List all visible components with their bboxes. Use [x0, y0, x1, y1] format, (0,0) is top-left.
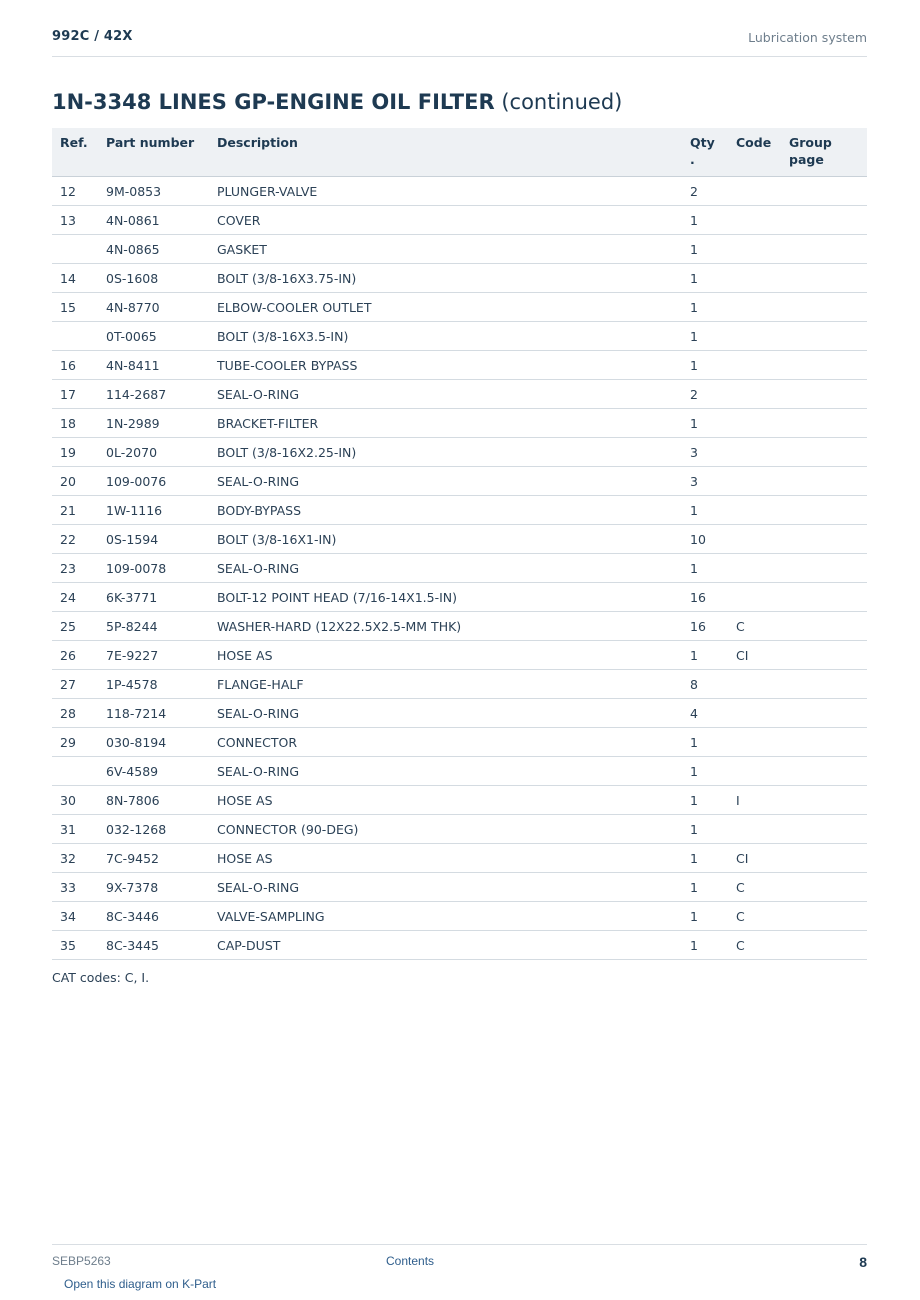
- column-header-group-page: [781, 128, 867, 177]
- cell-qty: 1: [682, 235, 728, 264]
- cell-group-page: [781, 873, 867, 902]
- cell-ref: 27: [52, 670, 98, 699]
- cell-group-page: [781, 815, 867, 844]
- cell-code: [728, 293, 781, 322]
- cell-qty: 1: [682, 728, 728, 757]
- section-name: Lubrication system: [748, 30, 867, 45]
- cell-group-page: [781, 728, 867, 757]
- table-row: [52, 699, 867, 728]
- cell-ref: 29: [52, 728, 98, 757]
- cell-ref: [52, 757, 98, 786]
- cell-ref: 22: [52, 525, 98, 554]
- contents-link[interactable]: Contents: [386, 1254, 435, 1268]
- cell-part-number: 109-0078: [98, 554, 209, 583]
- cell-ref: 34: [52, 902, 98, 931]
- page-title-suffix: (continued): [501, 90, 623, 114]
- cell-part-number: 032-1268: [98, 815, 209, 844]
- cat-codes-note: CAT codes: C, I.: [52, 970, 150, 985]
- table-row: [52, 641, 867, 670]
- table-row: [52, 264, 867, 293]
- table-row: [52, 525, 867, 554]
- cell-code: [728, 438, 781, 467]
- cell-group-page: [781, 699, 867, 728]
- table-row: [52, 322, 867, 351]
- cell-ref: 12: [52, 177, 98, 206]
- cell-code: [728, 409, 781, 438]
- cell-qty: 1: [682, 554, 728, 583]
- cell-group-page: [781, 322, 867, 351]
- cell-group-page: [781, 409, 867, 438]
- cell-description: BRACKET-FILTER: [209, 409, 682, 438]
- column-header-group-line2: page: [789, 152, 824, 167]
- table-row: [52, 351, 867, 380]
- cell-description: BOLT (3/8-16X1-IN): [209, 525, 682, 554]
- cell-group-page: [781, 467, 867, 496]
- table-row: [52, 902, 867, 931]
- page-title: [52, 90, 622, 114]
- cell-group-page: [781, 525, 867, 554]
- cell-part-number: 8N-7806: [98, 786, 209, 815]
- table-row: [52, 728, 867, 757]
- cell-part-number: 1W-1116: [98, 496, 209, 525]
- cell-part-number: 030-8194: [98, 728, 209, 757]
- cell-code: C: [728, 612, 781, 641]
- cell-description: GASKET: [209, 235, 682, 264]
- column-header-description: Description: [209, 128, 682, 177]
- cell-description: BOLT-12 POINT HEAD (7/16-14X1.5-IN): [209, 583, 682, 612]
- table-row: [52, 815, 867, 844]
- column-header-group-line1: Group: [789, 135, 832, 150]
- cell-part-number: 0S-1608: [98, 264, 209, 293]
- cell-group-page: [781, 554, 867, 583]
- cell-code: [728, 177, 781, 206]
- cell-qty: 4: [682, 699, 728, 728]
- table-row: [52, 931, 867, 960]
- cell-qty: 16: [682, 583, 728, 612]
- cell-part-number: 4N-8411: [98, 351, 209, 380]
- column-header-qty-line1: Qty: [690, 135, 715, 150]
- table-row: [52, 177, 867, 206]
- cell-description: SEAL-O-RING: [209, 467, 682, 496]
- cell-part-number: 6V-4589: [98, 757, 209, 786]
- cell-code: [728, 699, 781, 728]
- table-row: [52, 380, 867, 409]
- cell-qty: 1: [682, 786, 728, 815]
- cell-part-number: 0T-0065: [98, 322, 209, 351]
- cell-description: SEAL-O-RING: [209, 699, 682, 728]
- cell-part-number: 6K-3771: [98, 583, 209, 612]
- column-header-part-number: Part number: [98, 128, 209, 177]
- cell-ref: 21: [52, 496, 98, 525]
- cell-group-page: [781, 641, 867, 670]
- cell-qty: 1: [682, 641, 728, 670]
- cell-qty: 3: [682, 467, 728, 496]
- cell-description: PLUNGER-VALVE: [209, 177, 682, 206]
- cell-ref: 15: [52, 293, 98, 322]
- cell-group-page: [781, 438, 867, 467]
- cell-code: C: [728, 931, 781, 960]
- cell-description: SEAL-O-RING: [209, 873, 682, 902]
- cell-description: CONNECTOR (90-DEG): [209, 815, 682, 844]
- cell-code: C: [728, 902, 781, 931]
- cell-code: [728, 583, 781, 612]
- cell-ref: 28: [52, 699, 98, 728]
- cell-qty: 1: [682, 496, 728, 525]
- cell-qty: 1: [682, 264, 728, 293]
- cell-qty: 1: [682, 873, 728, 902]
- cell-code: [728, 206, 781, 235]
- cell-group-page: [781, 177, 867, 206]
- cell-ref: [52, 235, 98, 264]
- cell-description: SEAL-O-RING: [209, 757, 682, 786]
- cell-qty: 8: [682, 670, 728, 699]
- table-row: [52, 554, 867, 583]
- table-row: [52, 786, 867, 815]
- column-header-ref: Ref.: [52, 128, 98, 177]
- cell-ref: 32: [52, 844, 98, 873]
- cell-group-page: [781, 264, 867, 293]
- column-header-code: Code: [728, 128, 781, 177]
- cell-qty: 1: [682, 293, 728, 322]
- cell-qty: 2: [682, 380, 728, 409]
- cell-group-page: [781, 293, 867, 322]
- table-row: [52, 873, 867, 902]
- cell-code: [728, 525, 781, 554]
- machine-model: 992C / 42X: [52, 29, 133, 44]
- cell-group-page: [781, 902, 867, 931]
- cell-part-number: 4N-0865: [98, 235, 209, 264]
- cell-ref: 14: [52, 264, 98, 293]
- cell-part-number: 7E-9227: [98, 641, 209, 670]
- cell-group-page: [781, 206, 867, 235]
- cell-ref: 31: [52, 815, 98, 844]
- cell-group-page: [781, 786, 867, 815]
- cell-ref: 17: [52, 380, 98, 409]
- table-row: [52, 612, 867, 641]
- cell-qty: 1: [682, 409, 728, 438]
- cell-ref: 19: [52, 438, 98, 467]
- cell-ref: 35: [52, 931, 98, 960]
- cell-part-number: 1N-2989: [98, 409, 209, 438]
- cell-description: COVER: [209, 206, 682, 235]
- cell-description: HOSE AS: [209, 786, 682, 815]
- cell-qty: 1: [682, 322, 728, 351]
- cell-ref: 24: [52, 583, 98, 612]
- cell-code: [728, 757, 781, 786]
- cell-code: [728, 815, 781, 844]
- parts-table-header: [52, 128, 867, 177]
- table-row: [52, 670, 867, 699]
- cell-code: [728, 554, 781, 583]
- cell-qty: 1: [682, 206, 728, 235]
- cell-qty: 2: [682, 177, 728, 206]
- cell-code: [728, 264, 781, 293]
- cell-ref: 33: [52, 873, 98, 902]
- table-row: [52, 438, 867, 467]
- cell-code: [728, 670, 781, 699]
- cell-description: WASHER-HARD (12X22.5X2.5-MM THK): [209, 612, 682, 641]
- cell-description: BOLT (3/8-16X3.5-IN): [209, 322, 682, 351]
- cell-description: TUBE-COOLER BYPASS: [209, 351, 682, 380]
- cell-code: [728, 380, 781, 409]
- page-header: [52, 0, 867, 57]
- cell-part-number: 4N-0861: [98, 206, 209, 235]
- cell-ref: 18: [52, 409, 98, 438]
- column-header-qty-line2: .: [690, 152, 695, 167]
- parts-table-body: [52, 177, 867, 960]
- cell-qty: 1: [682, 815, 728, 844]
- cell-ref: 16: [52, 351, 98, 380]
- cell-group-page: [781, 931, 867, 960]
- cell-code: CI: [728, 844, 781, 873]
- cell-ref: 13: [52, 206, 98, 235]
- cell-qty: 1: [682, 931, 728, 960]
- page-title-main: 1N-3348 LINES GP-ENGINE OIL FILTER: [52, 90, 495, 114]
- cell-part-number: 0S-1594: [98, 525, 209, 554]
- cell-part-number: 109-0076: [98, 467, 209, 496]
- cell-description: SEAL-O-RING: [209, 554, 682, 583]
- cell-qty: 1: [682, 844, 728, 873]
- table-row: [52, 467, 867, 496]
- table-row: [52, 206, 867, 235]
- cell-group-page: [781, 844, 867, 873]
- cell-group-page: [781, 235, 867, 264]
- cell-qty: 1: [682, 902, 728, 931]
- cell-part-number: 9M-0853: [98, 177, 209, 206]
- cell-description: SEAL-O-RING: [209, 380, 682, 409]
- cell-part-number: 5P-8244: [98, 612, 209, 641]
- cell-code: [728, 322, 781, 351]
- cell-description: BOLT (3/8-16X2.25-IN): [209, 438, 682, 467]
- cell-part-number: 7C-9452: [98, 844, 209, 873]
- cell-description: HOSE AS: [209, 844, 682, 873]
- cell-code: [728, 351, 781, 380]
- cell-part-number: 4N-8770: [98, 293, 209, 322]
- cell-group-page: [781, 351, 867, 380]
- cell-code: [728, 235, 781, 264]
- table-row: [52, 844, 867, 873]
- table-row: [52, 235, 867, 264]
- cell-description: HOSE AS: [209, 641, 682, 670]
- cell-group-page: [781, 380, 867, 409]
- cell-description: ELBOW-COOLER OUTLET: [209, 293, 682, 322]
- cell-qty: 3: [682, 438, 728, 467]
- cell-code: [728, 728, 781, 757]
- cell-ref: 25: [52, 612, 98, 641]
- parts-table: [52, 128, 867, 960]
- cell-qty: 16: [682, 612, 728, 641]
- cell-part-number: 114-2687: [98, 380, 209, 409]
- cell-ref: 26: [52, 641, 98, 670]
- cell-description: BOLT (3/8-16X3.75-IN): [209, 264, 682, 293]
- cell-qty: 1: [682, 757, 728, 786]
- open-in-kpart-link[interactable]: Open this diagram on K-Part: [64, 1277, 217, 1291]
- cell-code: CI: [728, 641, 781, 670]
- cell-qty: 10: [682, 525, 728, 554]
- cell-group-page: [781, 757, 867, 786]
- cell-part-number: 118-7214: [98, 699, 209, 728]
- cell-description: BODY-BYPASS: [209, 496, 682, 525]
- column-header-qty: [682, 128, 728, 177]
- cell-code: C: [728, 873, 781, 902]
- cell-group-page: [781, 612, 867, 641]
- cell-code: [728, 496, 781, 525]
- table-row: [52, 496, 867, 525]
- document-id: SEBP5263: [52, 1254, 111, 1268]
- cell-ref: 20: [52, 467, 98, 496]
- cell-code: I: [728, 786, 781, 815]
- table-row: [52, 757, 867, 786]
- table-row: [52, 293, 867, 322]
- cell-part-number: 9X-7378: [98, 873, 209, 902]
- cell-ref: 23: [52, 554, 98, 583]
- cell-part-number: 0L-2070: [98, 438, 209, 467]
- cell-code: [728, 467, 781, 496]
- cell-part-number: 8C-3446: [98, 902, 209, 931]
- cell-description: VALVE-SAMPLING: [209, 902, 682, 931]
- cell-group-page: [781, 670, 867, 699]
- cell-ref: [52, 322, 98, 351]
- cell-description: CAP-DUST: [209, 931, 682, 960]
- cell-ref: 30: [52, 786, 98, 815]
- cell-part-number: 8C-3445: [98, 931, 209, 960]
- table-row: [52, 409, 867, 438]
- cell-description: CONNECTOR: [209, 728, 682, 757]
- cell-description: FLANGE-HALF: [209, 670, 682, 699]
- cell-part-number: 1P-4578: [98, 670, 209, 699]
- cell-group-page: [781, 496, 867, 525]
- table-row: [52, 583, 867, 612]
- cell-group-page: [781, 583, 867, 612]
- page-number: 8: [859, 1254, 867, 1270]
- cell-qty: 1: [682, 351, 728, 380]
